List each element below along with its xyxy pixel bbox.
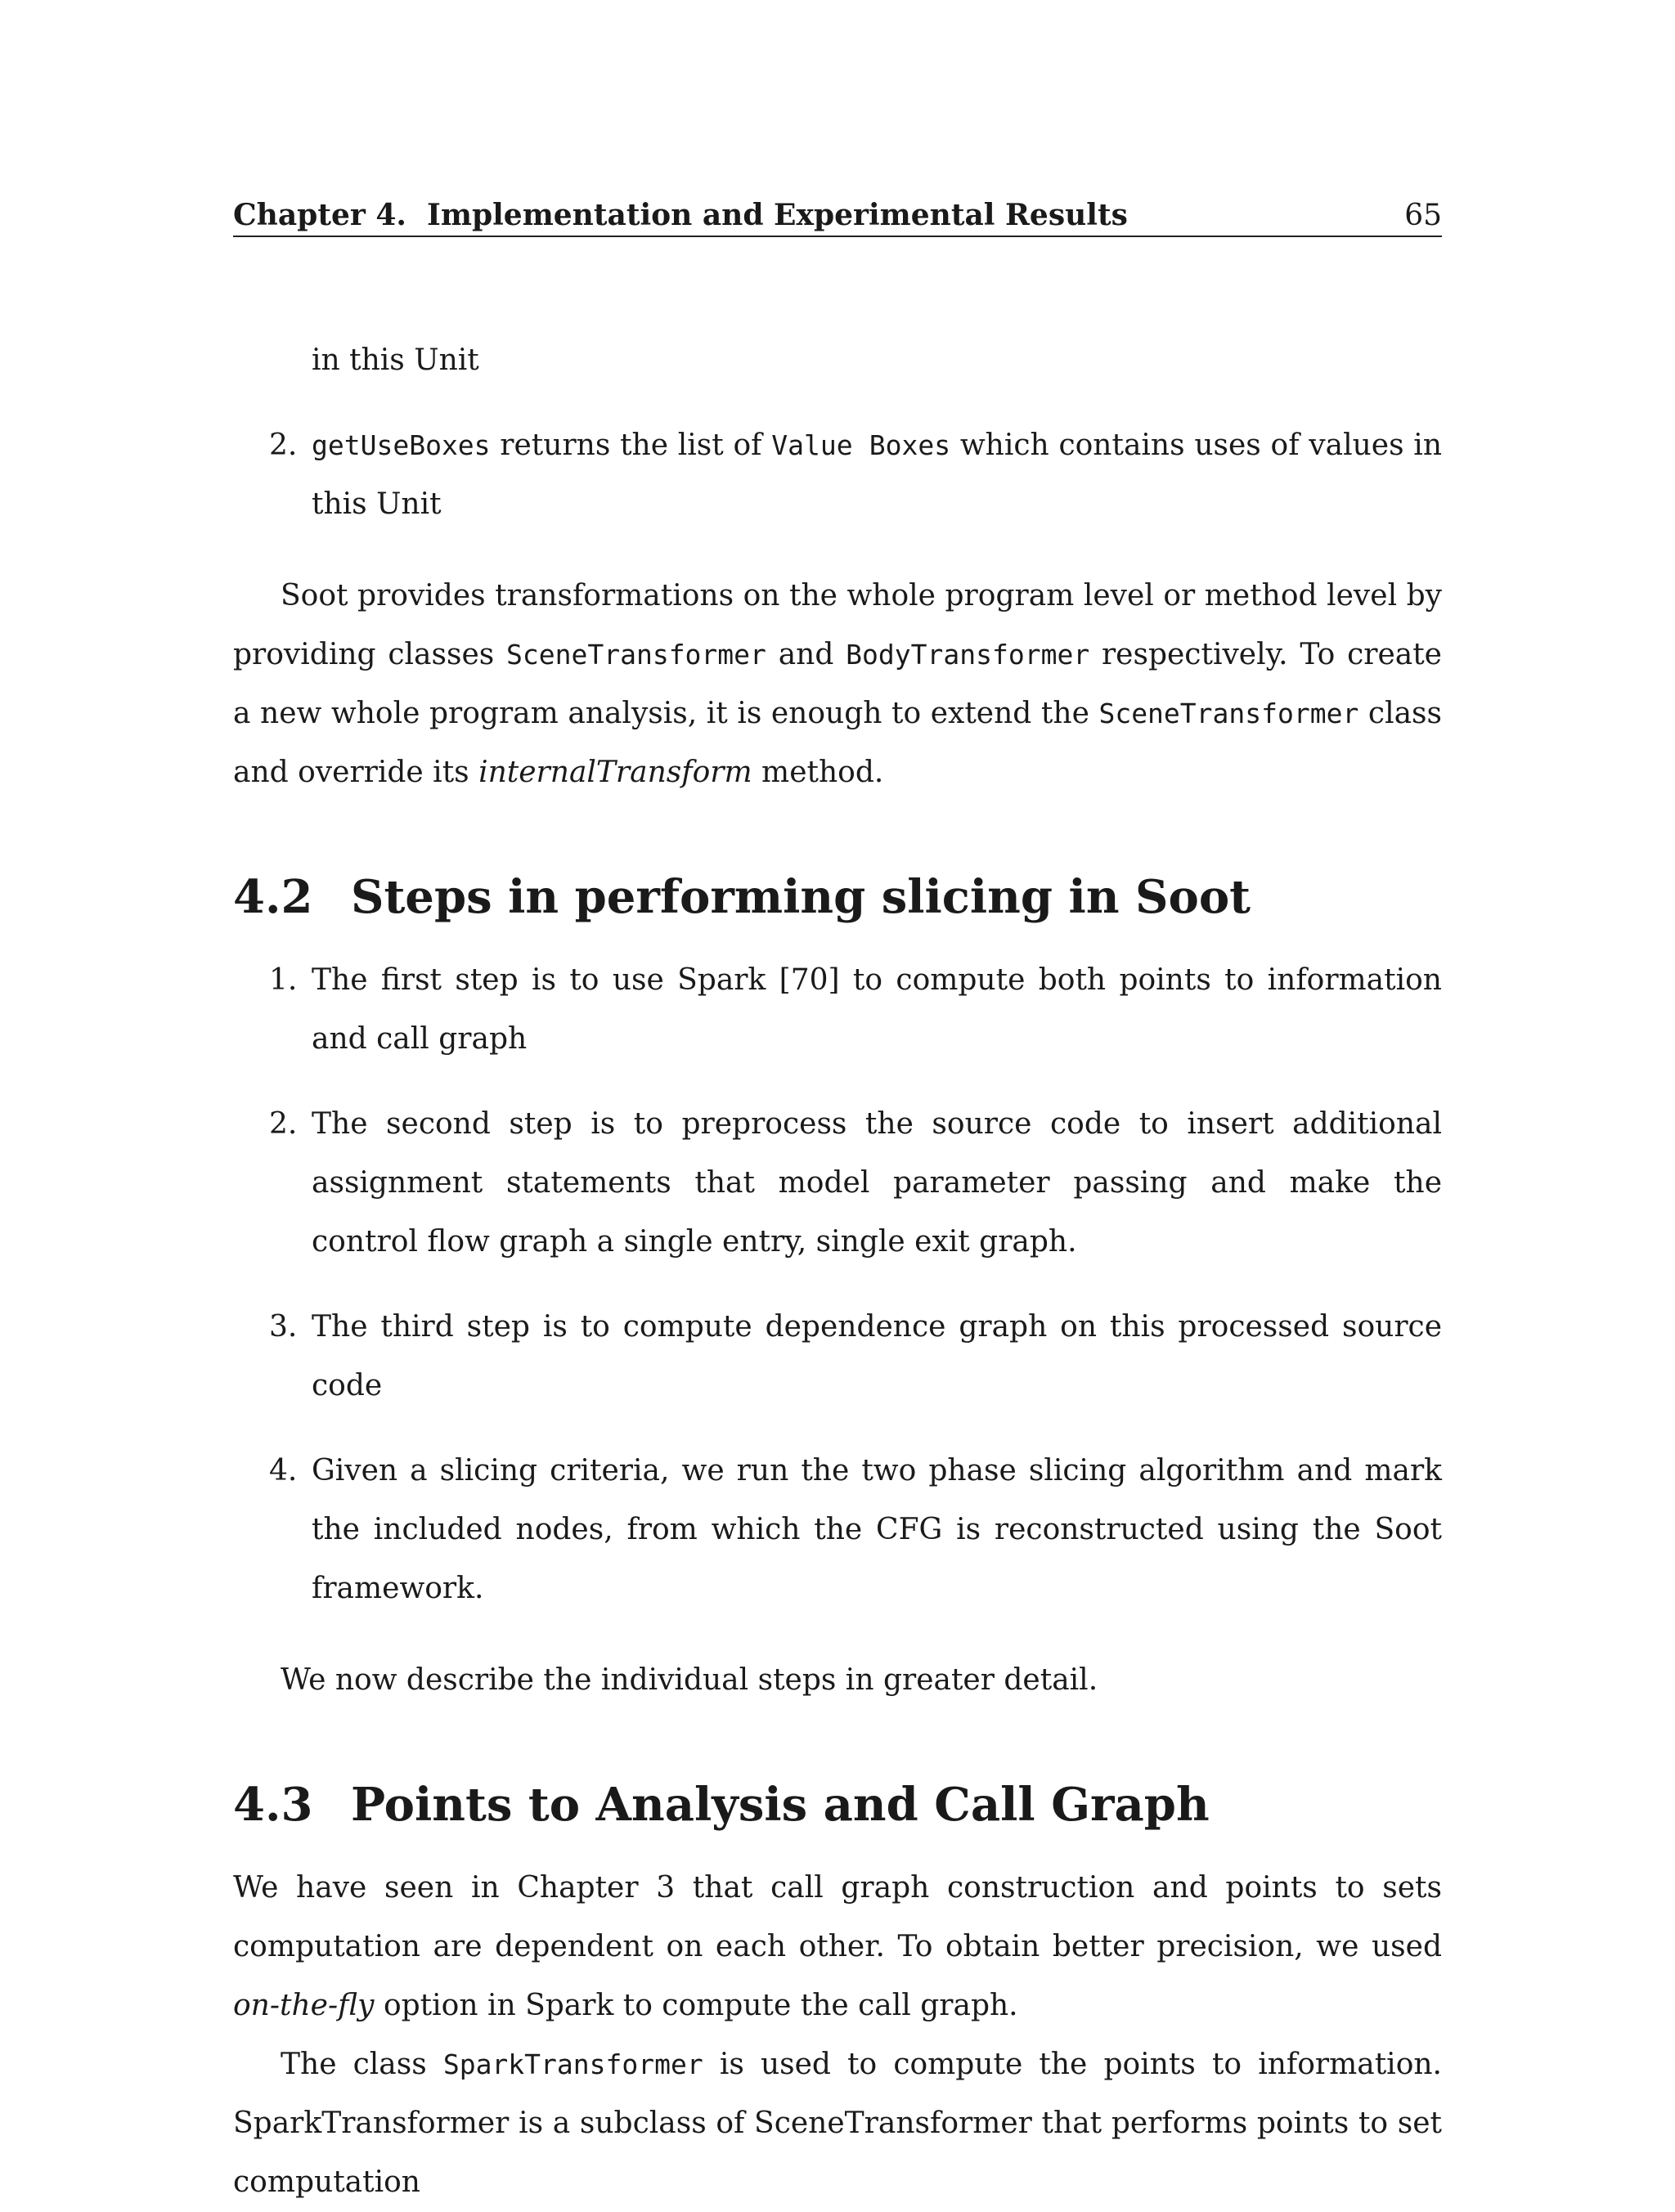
list-number: 1. (269, 963, 298, 997)
list-item (233, 951, 1442, 1069)
inline-code: SceneTransformer (1098, 698, 1359, 729)
text-run: is used to compute the points to information. SparkTransformer is a subclass of SceneTransformer that performs points to set computation (233, 2048, 1442, 2199)
section-heading (233, 868, 1442, 927)
page-number: 65 (1404, 199, 1442, 232)
inline-code: BodyTransformer (846, 639, 1090, 671)
text-run: respectively. To create a new whole program analysis, it is enough to extend the (233, 638, 1442, 730)
section-title: Points to Analysis and Call Graph (351, 1778, 1210, 1832)
list-item (233, 416, 1452, 534)
emphasis: on-the-fly (233, 1989, 375, 2022)
list-text: returns the list of (490, 428, 772, 462)
inline-code: SparkTransformer (442, 2048, 703, 2080)
paragraph-soot (233, 567, 1442, 802)
list-text: The second step is to preprocess the source code to insert additional assignment statements that model parameter passing and make the control flow graph a single entry, single exit graph. (312, 1107, 1442, 1259)
list-a (233, 416, 1452, 534)
list-item (233, 1095, 1442, 1272)
text-run: method. (752, 756, 884, 789)
text-run: option in Spark to compute the call graph. (374, 1989, 1018, 2022)
page-body (233, 331, 1452, 2212)
list-number: 2. (269, 428, 298, 462)
text-run: and (766, 638, 846, 671)
section-title: Steps in performing slicing in Soot (351, 870, 1251, 924)
list-text: The first step is to use Spark [70] to compute both points to information and call graph (312, 963, 1442, 1056)
list-continuation: in this Unit (312, 343, 479, 377)
list-number: 4. (269, 1454, 298, 1487)
document-page (233, 0, 1452, 2199)
inline-code: Value Boxes (771, 429, 951, 461)
list-text: Given a slicing criteria, we run the two phase slicing algorithm and mark the included nodes, from which the CFG is reconstructed using the Soot framework. (312, 1454, 1442, 1605)
text-run: class and override its (233, 697, 1443, 789)
section-number: 4.3 (233, 1778, 313, 1832)
emphasis: internalTransform (478, 756, 752, 789)
list-text: The third step is to compute dependence graph on this processed source code (312, 1310, 1442, 1402)
running-header (233, 196, 1442, 237)
section-number: 4.2 (233, 870, 313, 924)
text-run: Soot provides transformations on the whole program level or method level by providing classes (233, 579, 1442, 671)
text-run: The class (281, 2048, 443, 2081)
list-number: 2. (269, 1107, 298, 1141)
list-item (233, 1442, 1442, 1618)
steps-list (233, 951, 1442, 1618)
list-number: 3. (269, 1310, 298, 1344)
list-text: which contains uses of values in this Unit (312, 428, 1452, 521)
paragraph-after-steps: We now describe the individual steps in greater detail. (281, 1663, 1098, 1697)
paragraph-spark-transformer (233, 2035, 1442, 2212)
chapter-title: Chapter 4. Implementation and Experimental Results (233, 198, 1128, 232)
section-heading (233, 1775, 1442, 1834)
text-run: We have seen in Chapter 3 that call graph construction and points to sets computation are dependent on each other. To obtain better precision, we used (233, 1871, 1442, 1963)
inline-code: SceneTransformer (506, 639, 766, 671)
paragraph-points-to (233, 1859, 1442, 2035)
inline-code: getUseBoxes (312, 429, 491, 461)
list-item (233, 1298, 1442, 1416)
